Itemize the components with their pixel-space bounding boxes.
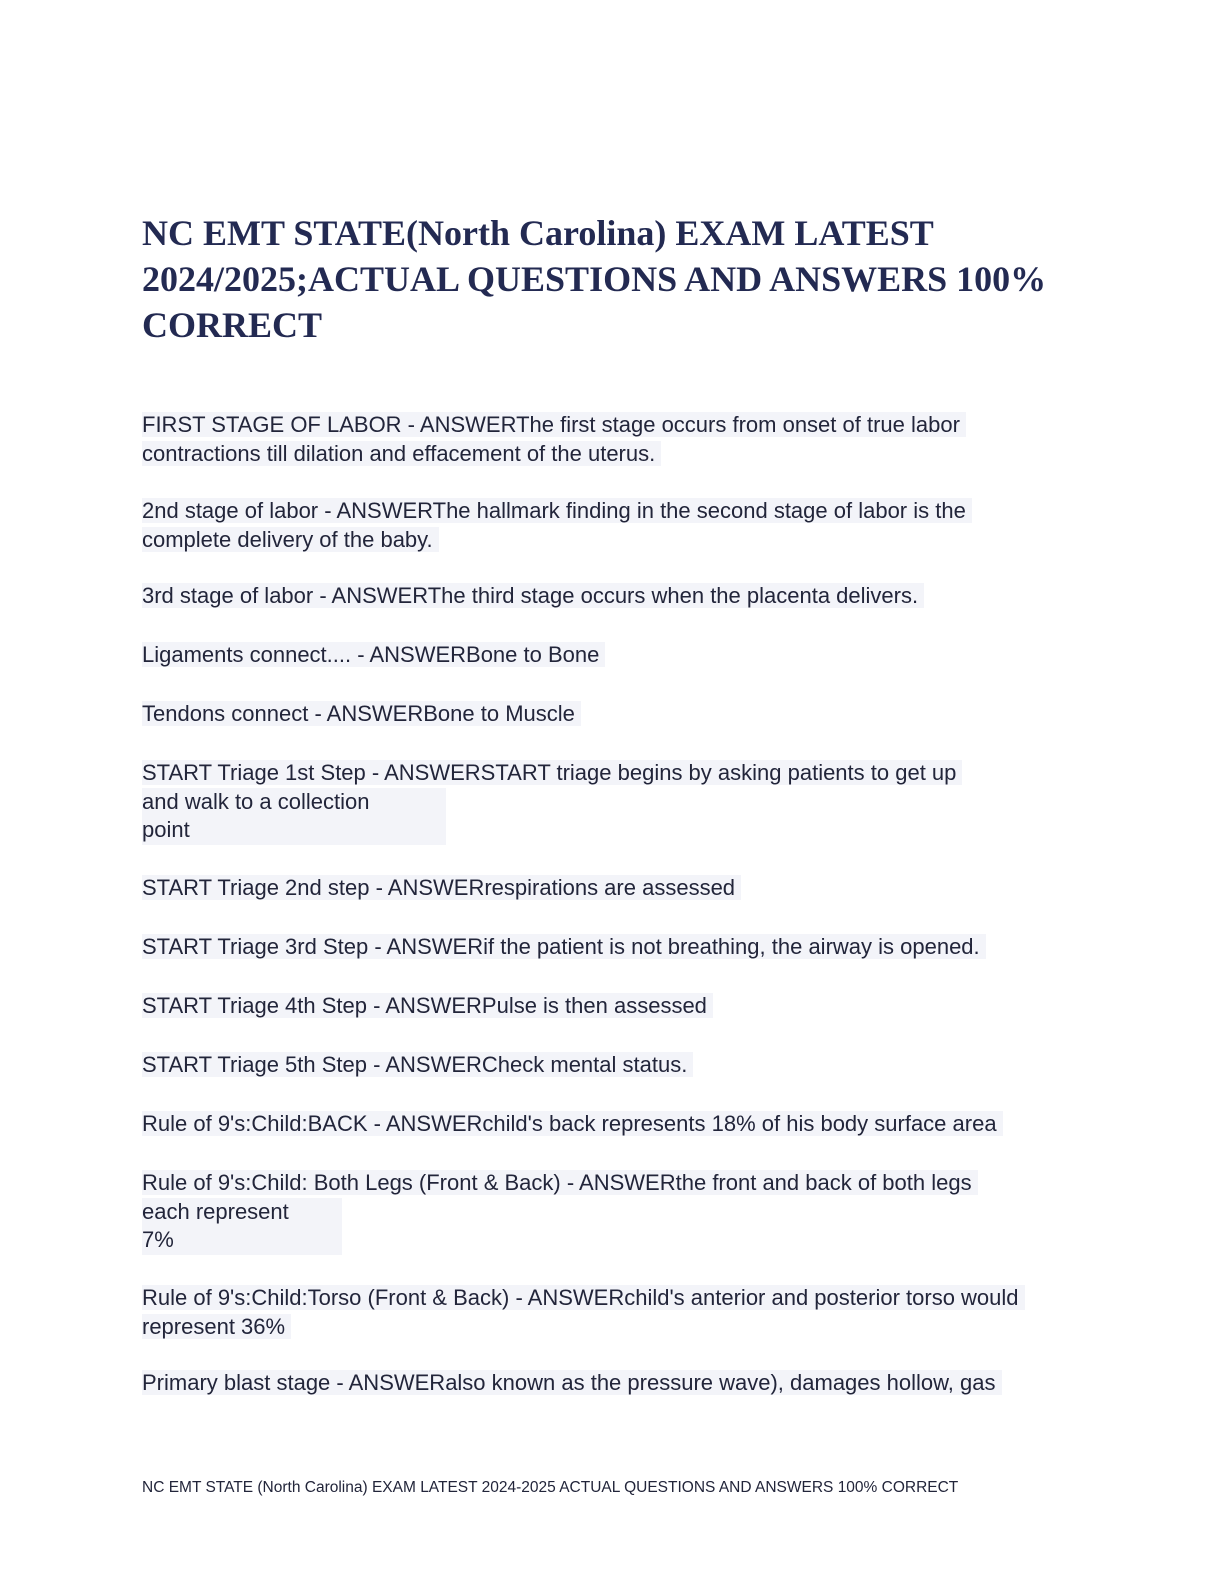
qa-entry-rule-of-nines-legs <box>142 1169 1082 1255</box>
qa-entry-text: Ligaments connect.... - ANSWERBone to Bone <box>142 642 605 667</box>
qa-entry-rule-of-nines-back <box>142 1110 1082 1139</box>
qa-entry-text: 2nd stage of labor - ANSWERThe hallmark finding in the second stage of labor is the complete delivery of the baby. <box>142 498 972 552</box>
qa-entry-text: START Triage 4th Step - ANSWERPulse is then assessed <box>142 993 713 1018</box>
qa-entry-text: Tendons connect - ANSWERBone to Muscle <box>142 701 581 726</box>
qa-entry-start-triage-5 <box>142 1051 1062 1080</box>
qa-entry-third-stage-labor <box>142 582 1062 611</box>
qa-entry-text: START Triage 2nd step - ANSWERrespirations are assessed <box>142 875 741 900</box>
qa-entry-text: Rule of 9's:Child:BACK - ANSWERchild's back represents 18% of his body surface area <box>142 1111 1003 1136</box>
qa-entry-start-triage-2 <box>142 874 1062 903</box>
qa-entry-start-triage-3 <box>142 933 1082 962</box>
qa-entry-ligaments <box>142 641 1062 670</box>
page-title: NC EMT STATE(North Carolina) EXAM LATEST 2024/2025;ACTUAL QUESTIONS AND ANSWERS 100% CORRECT <box>142 213 1047 345</box>
qa-entry-rule-of-nines-torso <box>142 1284 1032 1341</box>
qa-entry-line: point <box>142 817 190 842</box>
qa-entry-line: Rule of 9's:Child: Both Legs (Front & Back) - ANSWERthe front and back of both legs <box>142 1170 978 1195</box>
qa-entry-line: START Triage 1st Step - ANSWERSTART triage begins by asking patients to get up <box>142 760 962 785</box>
qa-entry-text: START Triage 3rd Step - ANSWERif the patient is not breathing, the airway is opened. <box>142 934 986 959</box>
page-footer: NC EMT STATE (North Carolina) EXAM LATEST 2024-2025 ACTUAL QUESTIONS AND ANSWERS 100% CORRECT <box>142 1479 959 1496</box>
qa-entry-tendons <box>142 700 1062 729</box>
qa-entry-primary-blast <box>142 1369 1082 1398</box>
qa-entry-first-stage-labor <box>142 411 1042 468</box>
qa-entry-text: START Triage 5th Step - ANSWERCheck mental status. <box>142 1052 693 1077</box>
qa-entry-text: Primary blast stage - ANSWERalso known as the pressure wave), damages hollow, gas <box>142 1370 1002 1395</box>
qa-entry-start-triage-4 <box>142 992 1062 1021</box>
qa-entry-text: Rule of 9's:Child:Torso (Front & Back) - ANSWERchild's anterior and posterior torso would represent 36% <box>142 1285 1025 1339</box>
qa-entry-line: each represent <box>142 1198 289 1224</box>
qa-entry-text: FIRST STAGE OF LABOR - ANSWERThe first stage occurs from onset of true labor contractions till dilation and effacement of the uterus. <box>142 412 966 466</box>
qa-entry-line: and walk to a collection <box>142 788 370 814</box>
qa-entry-start-triage-1 <box>142 759 1062 845</box>
qa-entry-line: 7% <box>142 1227 174 1252</box>
qa-entry-text: 3rd stage of labor - ANSWERThe third stage occurs when the placenta delivers. <box>142 583 924 608</box>
qa-entry-second-stage-labor <box>142 497 1042 554</box>
